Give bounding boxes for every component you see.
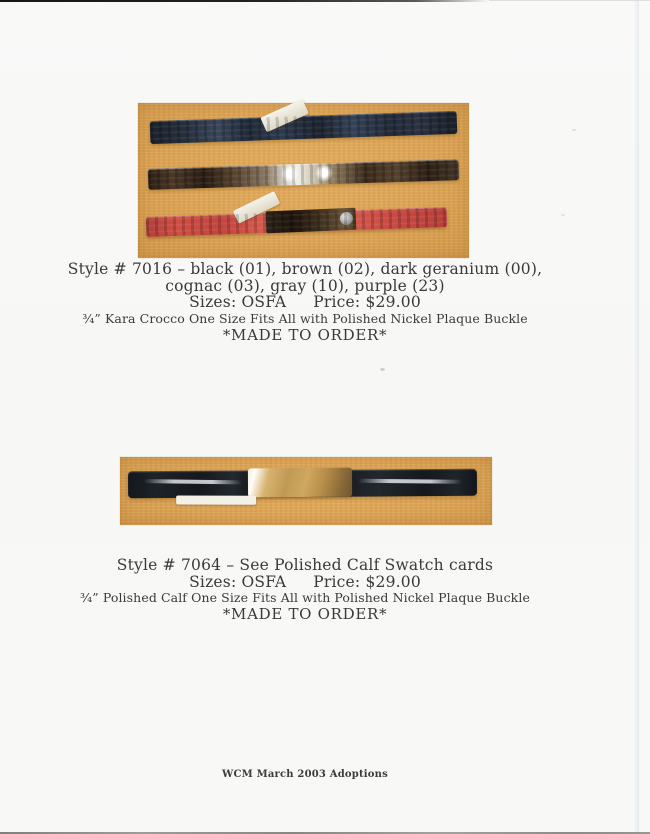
made-to-order-line: *MADE TO ORDER*: [222, 605, 388, 623]
price-label: Price: $29.00: [313, 572, 421, 591]
belt-dark-geranium-croc: [146, 207, 447, 237]
product-photo-kara-crocco-belts: [138, 103, 469, 258]
nickel-plaque-buckle: [248, 468, 352, 498]
price-tag: [176, 495, 256, 504]
price-tag: [260, 99, 309, 132]
description-line: ¾” Polished Calf One Size Fits All with Polished Nickel Plaque Buckle: [80, 590, 530, 605]
buckle-knot: [340, 212, 354, 226]
belt-gloss-highlight: [358, 479, 462, 484]
page-footer: WCM March 2003 Adoptions: [222, 769, 388, 780]
sizes-label: Sizes: OSFA: [189, 572, 287, 591]
product-caption-7016: [0, 261, 610, 344]
belt-polished-calf: [128, 469, 477, 498]
sizes-label: Sizes: OSFA: [189, 293, 287, 311]
scan-speck: [561, 214, 565, 216]
scan-speck: [380, 368, 385, 371]
style-title-line: cognac (03), gray (10), purple (23): [165, 276, 445, 295]
scan-edge-top: [0, 0, 489, 2]
product-caption-7064: [0, 557, 610, 623]
scan-edge-right: [634, 0, 639, 834]
product-photo-polished-calf-belt: [120, 457, 492, 525]
made-to-order-line: *MADE TO ORDER*: [222, 325, 388, 344]
scan-edge-top-faint: [489, 0, 650, 1]
style-title-line: Style # 7064 – See Polished Calf Swatch cards: [116, 556, 494, 574]
scan-speck: [572, 129, 576, 131]
belt-buckle: [266, 208, 357, 234]
belt-brown-croc: [148, 159, 460, 190]
price-label: Price: $29.00: [313, 293, 421, 311]
sizes-price-line: [0, 294, 610, 311]
description-line: ¾” Kara Crocco One Size Fits All with Polished Nickel Plaque Buckle: [82, 310, 528, 326]
belt-gloss-highlight: [144, 479, 242, 484]
sizes-price-line: [0, 574, 610, 591]
belt-black-croc: [150, 111, 458, 144]
style-title-line: Style # 7016 – black (01), brown (02), dark geranium (00),: [67, 260, 543, 278]
